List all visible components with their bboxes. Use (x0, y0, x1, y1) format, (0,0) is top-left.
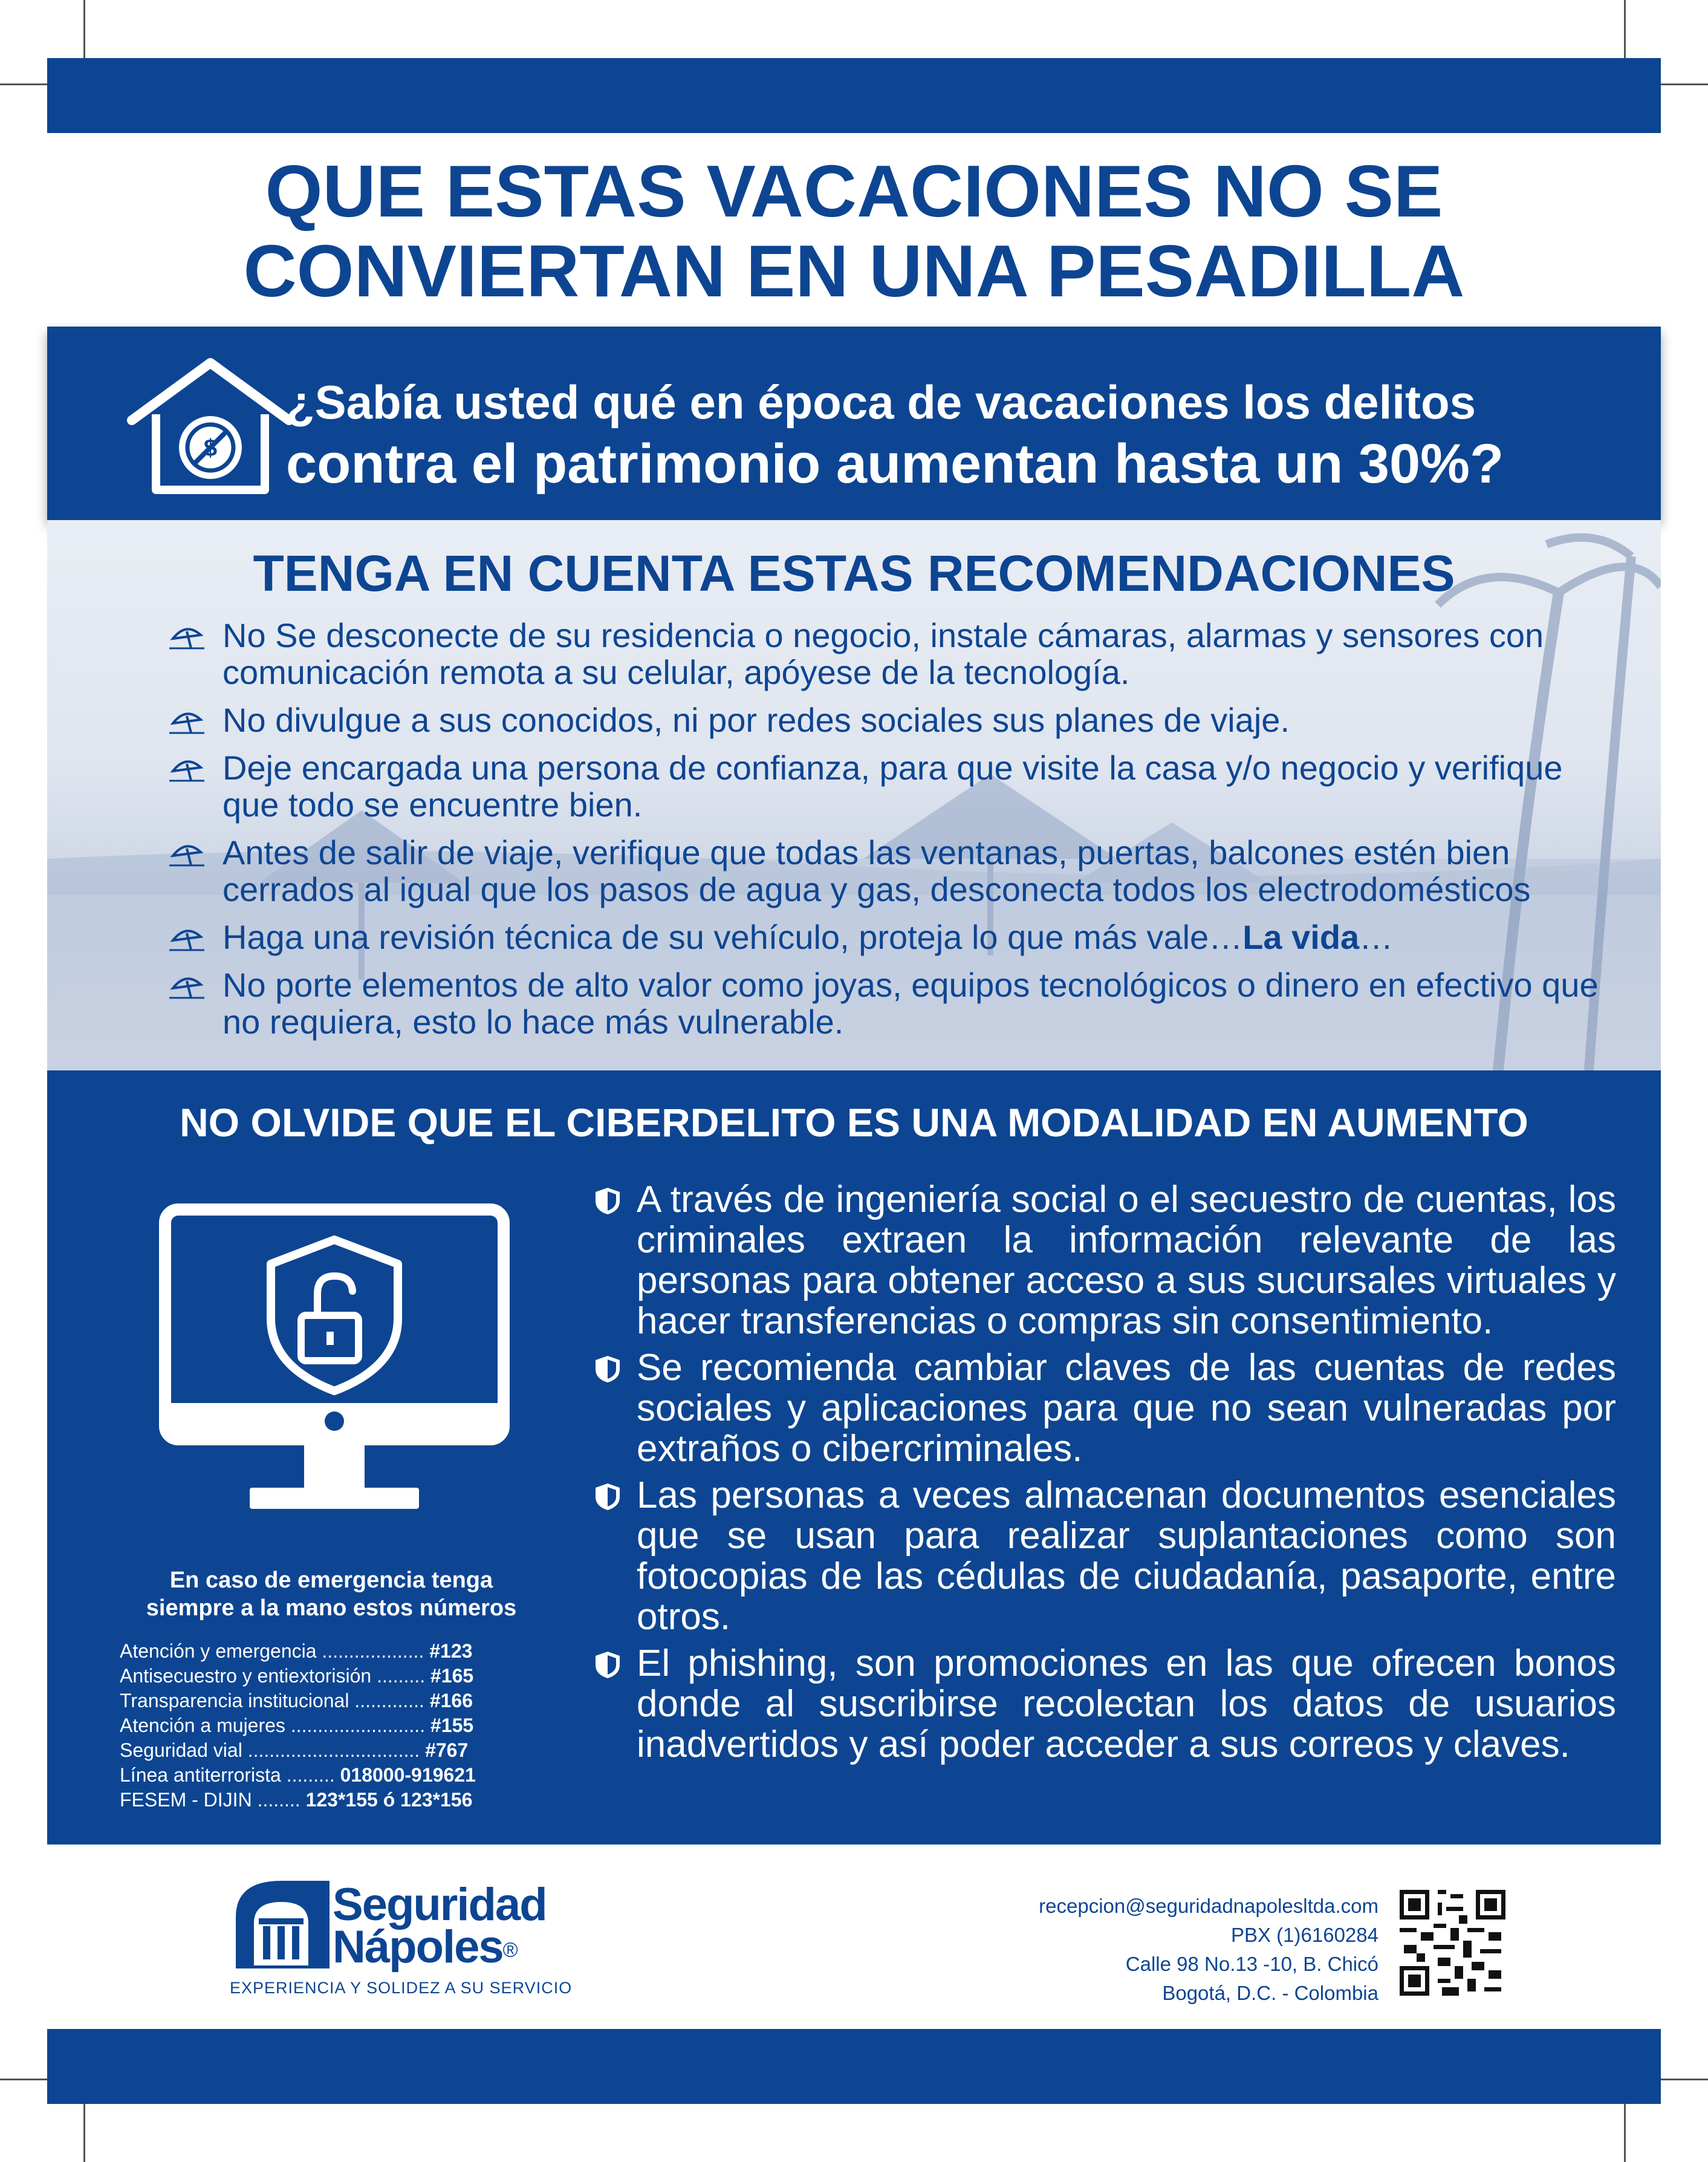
emergency-label: Transparencia institucional ............. (120, 1690, 424, 1711)
house-no-entry-icon (123, 357, 298, 496)
company-logo (230, 1875, 573, 1997)
emergency-number: #166 (429, 1690, 473, 1711)
qr-code-icon[interactable] (1400, 1890, 1505, 1996)
emergency-number: #155 (430, 1714, 474, 1736)
recommendations-section (47, 520, 1661, 1070)
beach-umbrella-bullet-icon (168, 753, 206, 783)
emergency-label: Atención a mujeres ......................... (120, 1714, 426, 1736)
list-item (120, 1738, 537, 1763)
beach-umbrella-bullet-icon (168, 922, 206, 952)
bottom-banner-bar (47, 2029, 1661, 2104)
crop-mark (83, 0, 85, 60)
company-name-line-2 (333, 1921, 517, 1973)
list-item (168, 919, 1613, 956)
list-item (594, 1475, 1616, 1637)
list-item (168, 749, 1613, 823)
question-line-2: contra el patrimonio aumentan hasta un 30%? (286, 433, 1504, 495)
top-banner-bar (47, 58, 1661, 133)
shield-bullet-icon (594, 1482, 621, 1511)
company-name: Nápoles (333, 1921, 503, 1973)
list-item (594, 1643, 1616, 1765)
list-item (168, 702, 1613, 738)
shield-bullet-icon (594, 1187, 621, 1216)
beach-umbrella-bullet-icon (168, 705, 206, 735)
emergency-label: FESEM - DIJIN ........ (120, 1789, 300, 1811)
contact-address: Calle 98 No.13 -10, B. Chicó (1125, 1953, 1378, 1975)
recommendation-text: Haga una revisión técnica de su vehículo, proteja lo que más vale… (222, 918, 1243, 956)
contact-phone: PBX (1)6160284 (1230, 1924, 1378, 1946)
emergency-number: 123*155 ó 123*156 (305, 1789, 473, 1811)
recommendations-list (168, 617, 1613, 1051)
crop-mark (1624, 0, 1626, 60)
list-item (168, 966, 1613, 1040)
list-item (168, 617, 1613, 691)
list-item (120, 1763, 537, 1788)
recommendation-text: Antes de salir de viaje, verifique que todas las ventanas, puertas, balcones estén bien cerrados al igual que los pasos de agua y gas, desconecta todos los electrodomésticos (222, 833, 1531, 908)
emergency-number: 018000-919621 (340, 1764, 476, 1786)
recommendation-text: No porte elementos de alto valor como joyas, equipos tecnológicos o dinero en efectivo que no requiera, esto lo hace más vulnerable. (222, 966, 1599, 1041)
title-line-2: CONVIERTAN EN UNA PESADILLA (243, 230, 1465, 312)
emergency-title (132, 1566, 531, 1622)
title-line-1: QUE ESTAS VACACIONES NO SE (265, 150, 1443, 232)
beach-umbrella-bullet-icon (168, 620, 206, 651)
emergency-number: #165 (430, 1665, 474, 1687)
emergency-title-line-1: En caso de emergencia tenga (169, 1568, 493, 1593)
shield-bullet-icon (594, 1650, 621, 1679)
page-title (47, 151, 1661, 311)
cybercrime-section (47, 1070, 1661, 1845)
emergency-label: Antisecuestro y entiextorisión ......... (120, 1665, 426, 1687)
recommendation-text: Deje encargada una persona de confianza, para que visite la casa y/o negocio y verifique que todo se encuentre bien. (222, 749, 1563, 824)
recommendation-text: No Se desconecte de su residencia o negocio, instale cámaras, alarmas y sensores con comunicación remota a su celular, apóyese de la tecnología. (222, 616, 1544, 691)
cybercrime-text: A través de ingeniería social o el secuestro de cuentas, los criminales extraen la información relevante de las personas para obtener acceso a sus sucursales virtuales y hacer transferencias o compras sin consentimiento. (637, 1179, 1616, 1342)
emergency-number: #767 (425, 1739, 469, 1761)
recommendation-text: No divulgue a sus conocidos, ni por redes sociales sus planes de viaje. (222, 701, 1290, 739)
recommendations-title: TENGA EN CUENTA ESTAS RECOMENDACIONES (253, 545, 1455, 602)
cybercrime-text: Las personas a veces almacenan documentos esenciales que se usan para realizar suplantaciones como son fotocopias de las cédulas de ciudadanía, pasaporte, entre otros. (637, 1474, 1616, 1638)
list-item (120, 1664, 537, 1688)
list-item (594, 1347, 1616, 1469)
question-line-1: ¿Sabía usted qué en época de vacaciones los delitos (286, 376, 1476, 429)
shield-bullet-icon (594, 1355, 621, 1384)
cybercrime-title: NO OLVIDE QUE EL CIBERDELITO ES UNA MODALIDAD EN AUMENTO (180, 1100, 1528, 1145)
svg-text:$: $ (203, 435, 218, 461)
crop-mark (1624, 2102, 1626, 2162)
emergency-label: Atención y emergencia ................... (120, 1640, 424, 1662)
beach-umbrella-bullet-icon (168, 838, 206, 868)
emergency-label: Seguridad vial ................................ (120, 1739, 420, 1761)
registered-mark: ® (502, 1938, 517, 1962)
logo-pillars-icon (230, 1875, 333, 1975)
contact-info (907, 1892, 1378, 2008)
list-item (120, 1788, 537, 1812)
list-item (594, 1179, 1616, 1341)
recommendation-emphasis: La vida (1242, 918, 1360, 956)
list-item (168, 834, 1613, 908)
contact-email[interactable]: recepcion@seguridadnapolesltda.com (1039, 1895, 1378, 1917)
contact-city: Bogotá, D.C. - Colombia (1162, 1982, 1378, 2004)
crop-mark (83, 2102, 85, 2162)
company-name-line-1: Seguridad (333, 1879, 547, 1930)
recommendation-ellipsis: … (1359, 918, 1394, 956)
question-band (47, 327, 1661, 520)
emergency-number: #123 (429, 1640, 473, 1662)
beach-umbrella-bullet-icon (168, 970, 206, 1000)
emergency-label: Línea antiterrorista ......... (120, 1764, 335, 1786)
list-item (120, 1688, 537, 1713)
cybercrime-list (594, 1179, 1616, 1771)
emergency-title-line-2: siempre a la mano estos números (146, 1595, 517, 1621)
emergency-numbers-list (120, 1639, 537, 1812)
cybercrime-text: El phishing, son promociones en las que ofrecen bonos donde al suscribirse recolectan los datos de usuarios inadvertidos y así poder acceder a sus correos y claves. (637, 1643, 1616, 1765)
list-item (120, 1713, 537, 1738)
monitor-lock-icon (159, 1197, 510, 1536)
cybercrime-text: Se recomienda cambiar claves de las cuentas de redes sociales y aplicaciones para que no sean vulneradas por extraños o cibercriminales. (637, 1347, 1616, 1470)
list-item (120, 1639, 537, 1664)
company-tagline: EXPERIENCIA Y SOLIDEZ A SU SERVICIO (230, 1979, 573, 1997)
